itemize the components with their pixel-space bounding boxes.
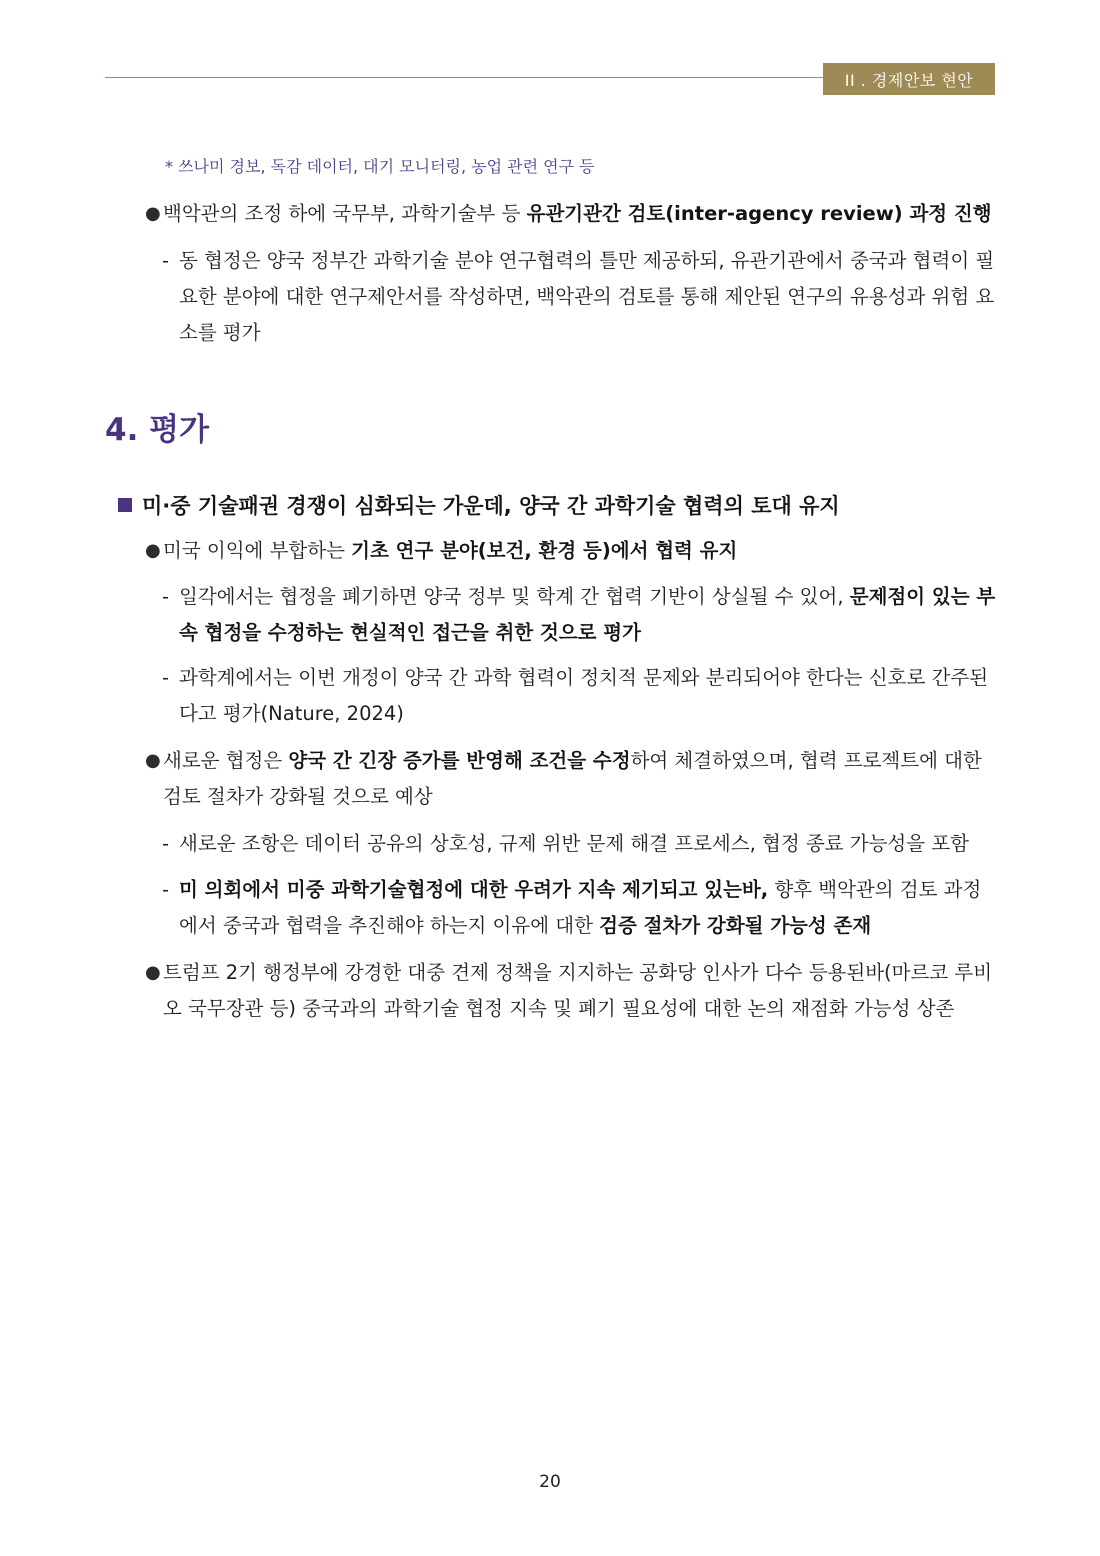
bullet-text: 새로운 협정은 양국 간 긴장 증가를 반영해 조건을 수정하여 체결하였으며, 협력 프로젝트에 대한 검토 절차가 강화될 것으로 예상 (163, 749, 982, 808)
dash-bold-text: 문제점이 있는 부속 협정을 수정하는 현실적인 접근을 취한 것으로 평가 (179, 585, 996, 644)
dash-bold-text: 미 의회에서 미중 과학기술협정에 대한 우려가 지속 제기되고 있는바, (179, 878, 769, 901)
bullet-bold-text: 기초 연구 분야(보건, 환경 등)에서 협력 유지 (351, 539, 738, 562)
bullet-text: 미국 이익에 부합하는 기초 연구 분야(보건, 환경 등)에서 협력 유지 (163, 539, 738, 562)
dash-mark: - (162, 585, 170, 608)
bullet-dot-icon: ● (145, 203, 161, 224)
dash-text: 미 의회에서 미중 과학기술협정에 대한 우려가 지속 제기되고 있는바, 향후 백악관의 검토 과정에서 중국과 협력을 추진해야 하는지 이유에 대한 검증 절차가 강화될 가능성 존재 (179, 878, 982, 937)
page-number: 20 (539, 1472, 561, 1492)
bullet-item (145, 533, 997, 569)
dash-mark: - (162, 832, 170, 855)
dash-item (162, 660, 996, 732)
dash-bold-text: 검증 절차가 강화될 가능성 존재 (599, 914, 872, 937)
bullet-item (145, 196, 997, 232)
dash-text: 일각에서는 협정을 폐기하면 양국 정부 및 학계 간 협력 기반이 상실될 수 있어, 문제점이 있는 부속 협정을 수정하는 현실적인 접근을 취한 것으로 평가 (179, 585, 996, 644)
bullet-item (145, 743, 997, 815)
dash-item (162, 243, 996, 351)
dash-text: 동 협정은 양국 정부간 과학기술 분야 연구협력의 틀만 제공하되, 유관기관에서 중국과 협력이 필요한 분야에 대한 연구제안서를 작성하면, 백악관의 검토를 통해 제안된 연구의 유용성과 위험 요소를 평가 (179, 249, 995, 344)
header-rule (105, 77, 823, 78)
bullet-text: 백악관의 조정 하에 국무부, 과학기술부 등 유관기관간 검토(inter-agency review) 과정 진행 (163, 202, 992, 225)
dash-text: 과학계에서는 이번 개정이 양국 간 과학 협력이 정치적 문제와 분리되어야 한다는 신호로 간주된다고 평가(Nature, 2024) (179, 666, 989, 725)
square-item-text: 미·중 기술패권 경쟁이 심화되는 가운데, 양국 간 과학기술 협력의 토대 유지 (142, 494, 840, 518)
dash-text: 새로운 조항은 데이터 공유의 상호성, 규제 위반 문제 해결 프로세스, 협정 종료 가능성을 포함 (179, 832, 969, 855)
bullet-dot-icon: ● (145, 540, 161, 561)
dash-mark: - (162, 666, 170, 689)
dash-item (162, 826, 996, 862)
dash-item (162, 579, 996, 651)
dash-mark: - (162, 878, 170, 901)
bullet-dot-icon: ● (145, 962, 161, 983)
bullet-dot-icon: ● (145, 750, 161, 771)
bullet-bold-text: 양국 간 긴장 증가를 반영해 조건을 수정 (288, 749, 631, 772)
bullet-text: 트럼프 2기 행정부에 강경한 대중 견제 정책을 지지하는 공화당 인사가 다수 등용된바(마르코 루비오 국무장관 등) 중국과의 과학기술 협정 지속 및 폐기 필요성에 대한 논의 재점화 가능성 상존 (163, 961, 993, 1020)
note-text: * 쓰나미 경보, 독감 데이터, 대기 모니터링, 농업 관련 연구 등 (165, 157, 595, 176)
square-item (118, 488, 840, 524)
section-label: II . 경제안보 현안 (823, 63, 995, 95)
square-bullet-icon (118, 498, 132, 512)
dash-mark: - (162, 249, 170, 272)
bullet-item (145, 955, 997, 1027)
bullet-bold-text: 유관기관간 검토(inter-agency review) 과정 진행 (526, 202, 992, 225)
section-heading: 4. 평가 (105, 412, 210, 448)
dash-item (162, 872, 996, 944)
